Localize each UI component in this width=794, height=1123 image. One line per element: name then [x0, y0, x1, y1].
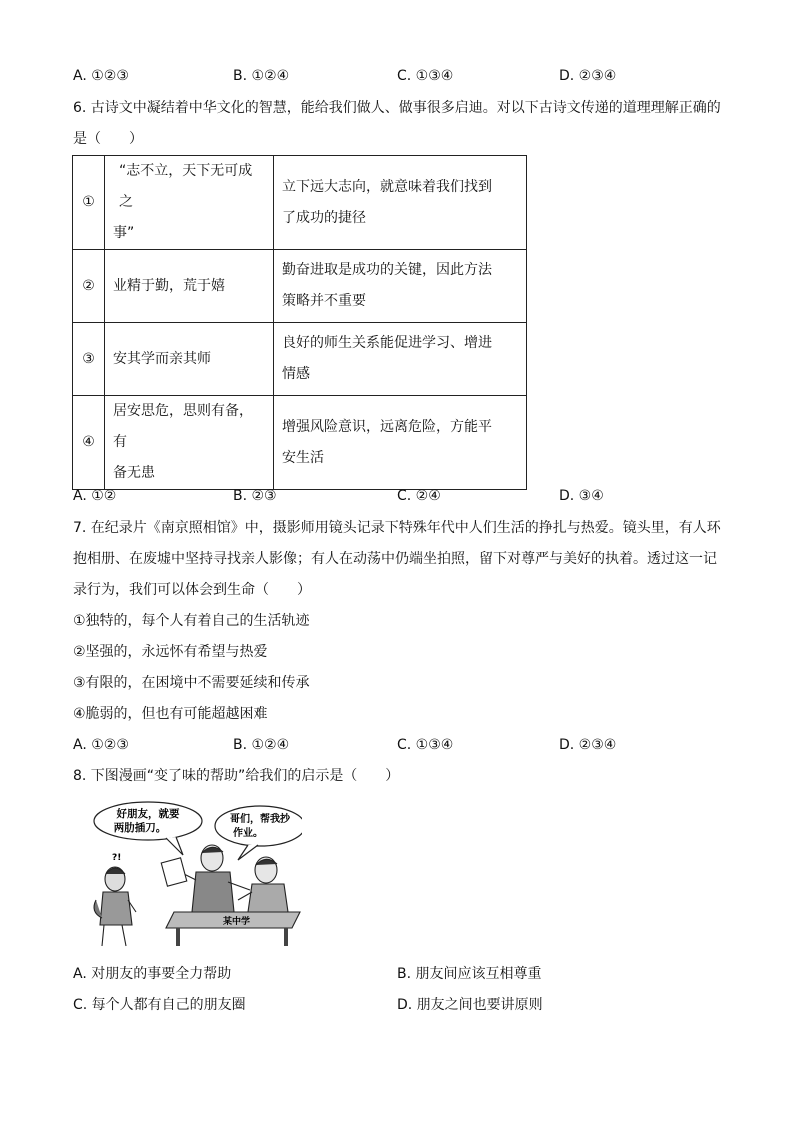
- desk: [166, 912, 300, 946]
- confused-student-figure: [94, 867, 136, 946]
- quote-cell: 居安思危，思则有备，有 备无患: [105, 396, 274, 490]
- table-row: [73, 250, 527, 323]
- q6-option-a: A. ①②: [73, 488, 117, 504]
- q6-stem-line2: 是（ ）: [73, 131, 143, 147]
- confused-mark: ?!: [112, 853, 122, 863]
- meaning-cell: 立下远大志向，就意味着我们找到 了成功的捷径: [274, 156, 527, 250]
- quote-cell: 安其学而亲其师: [105, 323, 274, 396]
- q6-stem-line1: 6. 古诗文中凝结着中华文化的智慧，能给我们做人、做事很多启迪。对以下古诗文传递的道理理解正确的: [73, 100, 721, 116]
- q7-item-2: ②坚强的，永远怀有希望与热爱: [73, 644, 268, 660]
- q7-stem-line3: 录行为，我们可以体会到生命（ ）: [73, 582, 311, 598]
- svg-text:哥们，帮我抄: 哥们，帮我抄: [230, 814, 290, 825]
- svg-text:作业。: 作业。: [233, 828, 263, 839]
- q7-item-1: ①独特的，每个人有着自己的生活轨迹: [73, 613, 310, 629]
- student-holding-paper-figure: [161, 845, 250, 912]
- row-number: ①: [73, 156, 105, 250]
- q6-table: [72, 155, 527, 490]
- q7-stem-line1: 7. 在纪录片《南京照相馆》中，摄影师用镜头记录下特殊年代中人们生活的挣扎与热爱。镜头里，有人环: [73, 520, 721, 536]
- student-at-desk-figure: [238, 857, 288, 912]
- q8-stem: 8. 下图漫画“变了味的帮助”给我们的启示是（ ）: [73, 768, 400, 784]
- cartoon-image: [88, 800, 302, 948]
- quote-cell: “志不立，天下无可成之 事”: [105, 156, 274, 250]
- q8-option-a: A. 对朋友的事要全力帮助: [73, 966, 232, 982]
- q7-option-c: C. ①③④: [397, 737, 454, 753]
- row-number: ③: [73, 323, 105, 396]
- q7-option-b: B. ①②④: [233, 737, 290, 753]
- speech-bubble-right: [215, 806, 302, 860]
- row-number: ④: [73, 396, 105, 490]
- svg-text:两肋插刀。: 两肋插刀。: [113, 822, 167, 834]
- q6-option-c: C. ②④: [397, 488, 441, 504]
- q5-option-c: C. ①③④: [397, 68, 454, 84]
- q8-option-b: B. 朋友间应该互相尊重: [397, 966, 542, 982]
- q8-option-c: C. 每个人都有自己的朋友圈: [73, 997, 246, 1013]
- q7-item-3: ③有限的，在困境中不需要延续和传承: [73, 675, 310, 691]
- q5-option-b: B. ①②④: [233, 68, 290, 84]
- table-row: [73, 396, 527, 490]
- table-row: [73, 156, 527, 250]
- q5-option-d: D. ②③④: [559, 68, 617, 84]
- meaning-cell: 良好的师生关系能促进学习、增进 情感: [274, 323, 527, 396]
- meaning-cell: 增强风险意识，远离危险，方能平 安生活: [274, 396, 527, 490]
- q8-option-d: D. 朋友之间也要讲原则: [397, 997, 543, 1013]
- meaning-cell: 勤奋进取是成功的关键，因此方法 策略并不重要: [274, 250, 527, 323]
- q7-option-a: A. ①②③: [73, 737, 129, 753]
- q7-stem-line2: 抱相册、在废墟中坚持寻找亲人影像；有人在动荡中仍端坐拍照，留下对尊严与美好的执着。透过这一记: [73, 551, 717, 567]
- q7-option-d: D. ②③④: [559, 737, 617, 753]
- q5-option-a: A. ①②③: [73, 68, 129, 84]
- table-row: [73, 323, 527, 396]
- svg-text:好朋友，就要: 好朋友，就要: [116, 808, 180, 820]
- speech-bubble-left: [94, 802, 202, 855]
- q6-option-b: B. ②③: [233, 488, 277, 504]
- q7-item-4: ④脆弱的，但也有可能超越困难: [73, 706, 268, 722]
- q6-option-d: D. ③④: [559, 488, 604, 504]
- row-number: ②: [73, 250, 105, 323]
- desk-sign: 某中学: [223, 917, 251, 927]
- quote-cell: 业精于勤，荒于嬉: [105, 250, 274, 323]
